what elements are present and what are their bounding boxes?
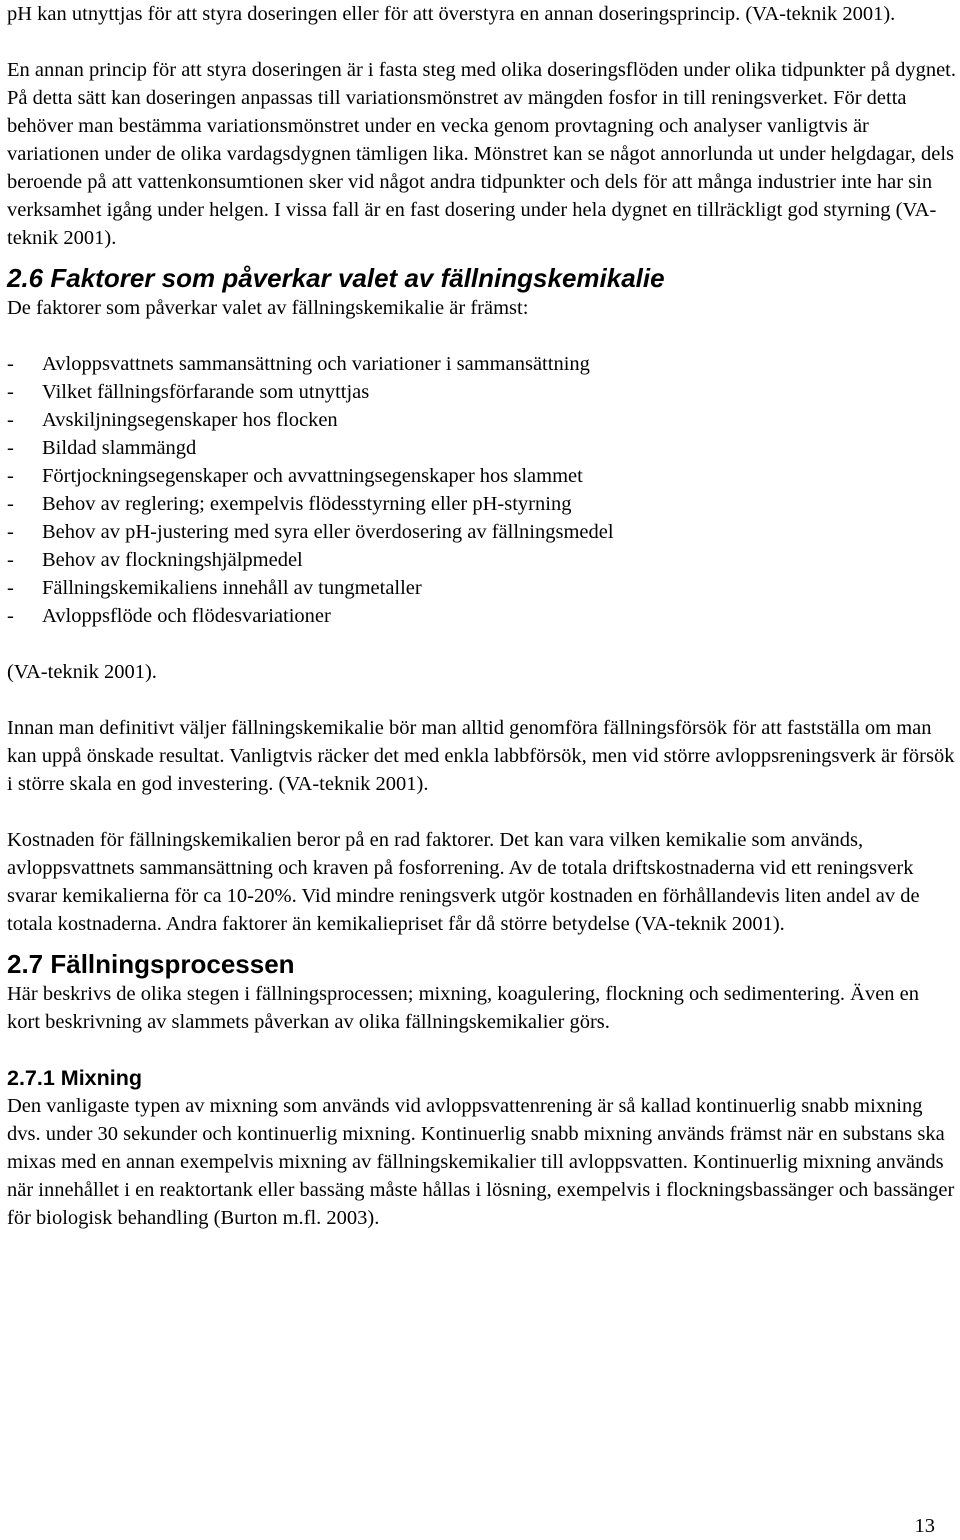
heading-2-7-1: 2.7.1 Mixning bbox=[7, 1066, 143, 1090]
list-item: - Avskiljningsegenskaper hos flocken bbox=[7, 409, 338, 431]
list-item: - Förtjockningsegenskaper och avvattningsegenskaper hos slammet bbox=[7, 465, 583, 487]
paragraph-cost: Kostnaden för fällningskemikalien beror på en rad faktorer. Det kan vara vilken kemikalie som används, avloppsvattnets sammansättning och kraven på fosforrening. Av de totala driftskostnaderna vid ett reningsverk svarar kemikalierna för ca 10-20%. Vid mindre reningsverk utgör kostnaden en förhållandevis liten andel av de totala kostnaderna. Andra faktorer än kemikaliepriset får då större betydelse (VA-teknik 2001). bbox=[7, 829, 920, 935]
list-item: - Behov av pH-justering med syra eller överdosering av fällningsmedel bbox=[7, 521, 614, 543]
heading-2-7: 2.7 Fällningsprocessen bbox=[7, 949, 295, 979]
intro-2-6: De faktorer som påverkar valet av fällningskemikalie är främst: bbox=[7, 297, 529, 319]
list-item: - Behov av reglering; exempelvis flödesstyrning eller pH-styrning bbox=[7, 493, 572, 515]
factor-list bbox=[7, 350, 957, 630]
list-item: - Behov av flockningshjälpmedel bbox=[7, 549, 303, 571]
list-item: - Avloppsflöde och flödesvariationer bbox=[7, 605, 331, 627]
list-item: - Avloppsvattnets sammansättning och variationer i sammansättning bbox=[7, 353, 590, 375]
heading-2-6: 2.6 Faktorer som påverkar valet av fällningskemikalie bbox=[7, 263, 665, 293]
paragraph-ph-dosing: pH kan utnyttjas för att styra doseringen eller för att överstyra en annan doseringsprincip. (VA-teknik 2001). bbox=[7, 3, 896, 25]
list-item: - Fällningskemikaliens innehåll av tungmetaller bbox=[7, 577, 422, 599]
intro-2-7: Här beskrivs de olika stegen i fällningsprocessen; mixning, koagulering, flockning och sedimentering. Även en kort beskrivning av slammets påverkan av olika fällningskemikalier görs. bbox=[7, 983, 920, 1033]
document-page bbox=[7, 0, 957, 1232]
list-item: - Vilket fällningsförfarande som utnyttjas bbox=[7, 381, 370, 403]
list-item: - Bildad slammängd bbox=[7, 437, 197, 459]
page-number: 13 bbox=[914, 1515, 935, 1537]
paragraph-trials: Innan man definitivt väljer fällningskemikalie bör man alltid genomföra fällningsförsök för att fastställa om man kan uppå önskade resultat. Vanligtvis räcker det med enkla labbförsök, men vid större avloppsreningsverk är försök i större skala en god investering. (VA-teknik 2001). bbox=[7, 717, 955, 795]
paragraph-fixed-steps: En annan princip för att styra doseringen är i fasta steg med olika doseringsflöden under olika tidpunkter på dygnet. På detta sätt kan doseringen anpassas till variationsmönstret av mängden fosfor in till reningsverket. För detta behöver man bestämma variationsmönstret under en vecka genom provtagning och analyser vanligtvis är variationen under de olika vardagsdygnen tämligen lika. Mönstret kan se något annorlunda ut under helgdagar, dels beroende på att vattenkonsumtionen sker vid något andra tidpunkter och dels för att många industrier inte har sin verksamhet igång under helgen. I vissa fall är en fast dosering under hela dygnet en tillräckligt god styrning (VA-teknik 2001). bbox=[7, 59, 956, 249]
reference-va-teknik: (VA-teknik 2001). bbox=[7, 661, 157, 683]
paragraph-mixing: Den vanligaste typen av mixning som används vid avloppsvattenrening är så kallad kontinuerlig snabb mixning dvs. under 30 sekunder och kontinuerlig mixning. Kontinuerlig snabb mixning används främst när en substans ska mixas med en annan exempelvis mixning av fällningskemikalier till avloppsvatten. Kontinuerlig mixning används när innehållet i en reaktortank eller bassäng måste hållas i lösning, exempelvis i flockningsbassänger och bassänger för biologisk behandling (Burton m.fl. 2003). bbox=[7, 1095, 955, 1229]
